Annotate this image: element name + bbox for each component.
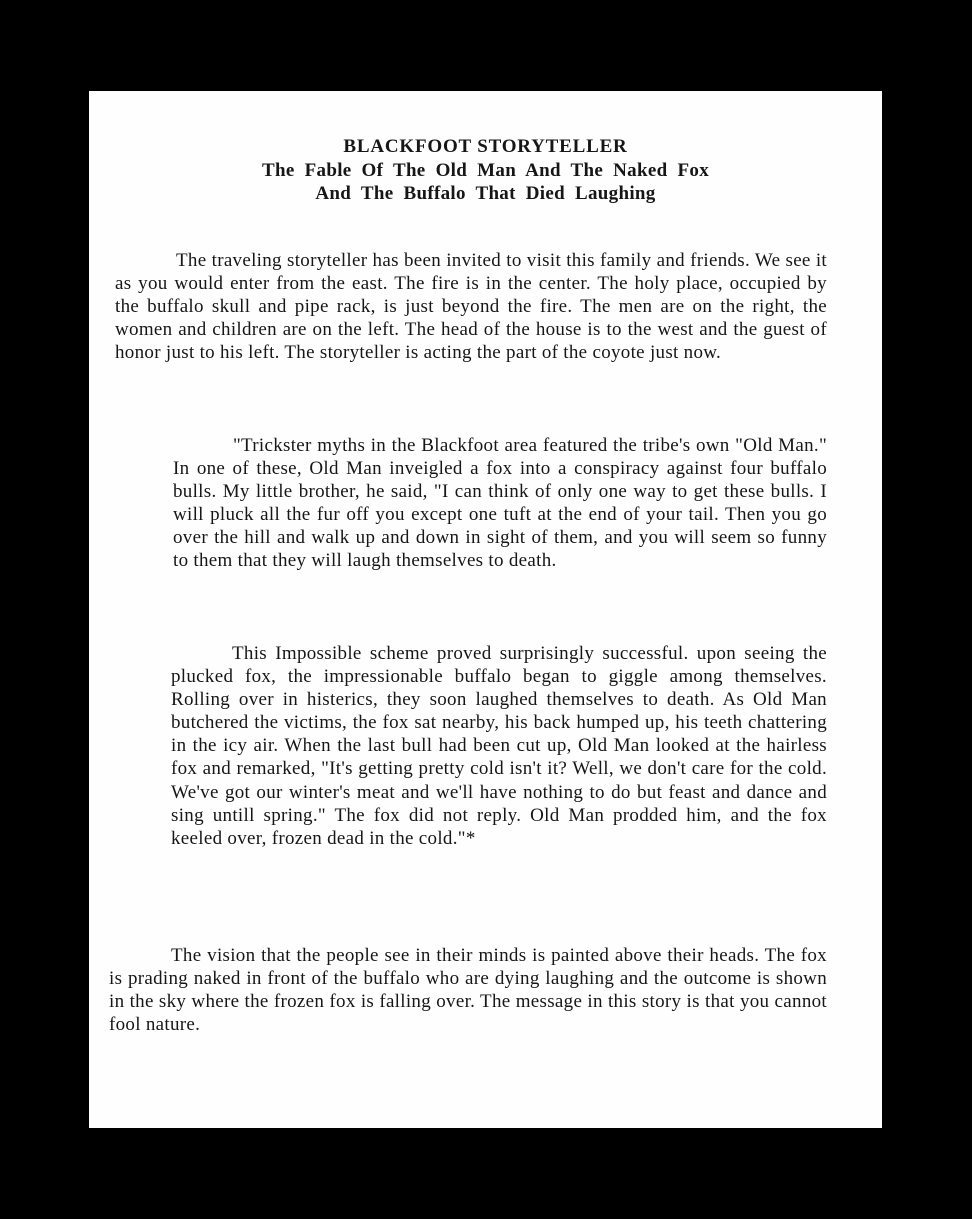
- subtitle-line-1: The Fable Of The Old Man And The Naked Fox: [262, 159, 709, 181]
- paragraph-quote-part-2: This Impossible scheme proved surprisingly successful. upon seeing the plucked fox, the impressionable buffalo began to giggle among themselves. Rolling over in histerics, they soon laughed themselves to death. As Old Man butchered the victims, the fox sat nearby, his back humped up, his teeth chattering in the icy air. When the last bull had been cut up, Old Man looked at the hairless fox and remarked, "It's getting pretty cold isn't it? Well, we don't care for the cold. We've got our winter's meat and we'll have nothing to do but feast and dance and sing untill spring." The fox did not reply. Old Man prodded him, and the fox keeled over, frozen dead in the cold."*: [171, 643, 827, 849]
- page-title: BLACKFOOT STORYTELLER: [343, 136, 628, 157]
- paragraph-conclusion: The vision that the people see in their minds is painted above their heads. The fox is prading naked in front of the buffalo who are dying laughing and the outcome is shown in the sky where the frozen fox is falling over. The message in this story is that you cannot fool nature.: [109, 945, 827, 1036]
- document-page: [89, 91, 882, 1128]
- title-block: [89, 135, 882, 206]
- paragraph-introduction: The traveling storyteller has been invited to visit this family and friends. We see it as you would enter from the east. The fire is in the center. The holy place, occupied by the buffalo skull and pipe rack, is just beyond the fire. The men are on the right, the women and children are on the left. The head of the house is to the west and the guest of honor just to his left. The storyteller is acting the part of the coyote just now.: [115, 250, 827, 364]
- subtitle-line-2: And The Buffalo That Died Laughing: [315, 183, 656, 204]
- paragraph-quote-part-1: "Trickster myths in the Blackfoot area featured the tribe's own "Old Man." In one of these, Old Man inveigled a fox into a conspiracy against four buffalo bulls. My little brother, he said, "I can think of only one way to get these bulls. I will pluck all the fur off you except one tuft at the end of your tail. Then you go over the hill and walk up and down in sight of them, and you will seem so funny to them that they will laugh themselves to death.: [173, 435, 827, 572]
